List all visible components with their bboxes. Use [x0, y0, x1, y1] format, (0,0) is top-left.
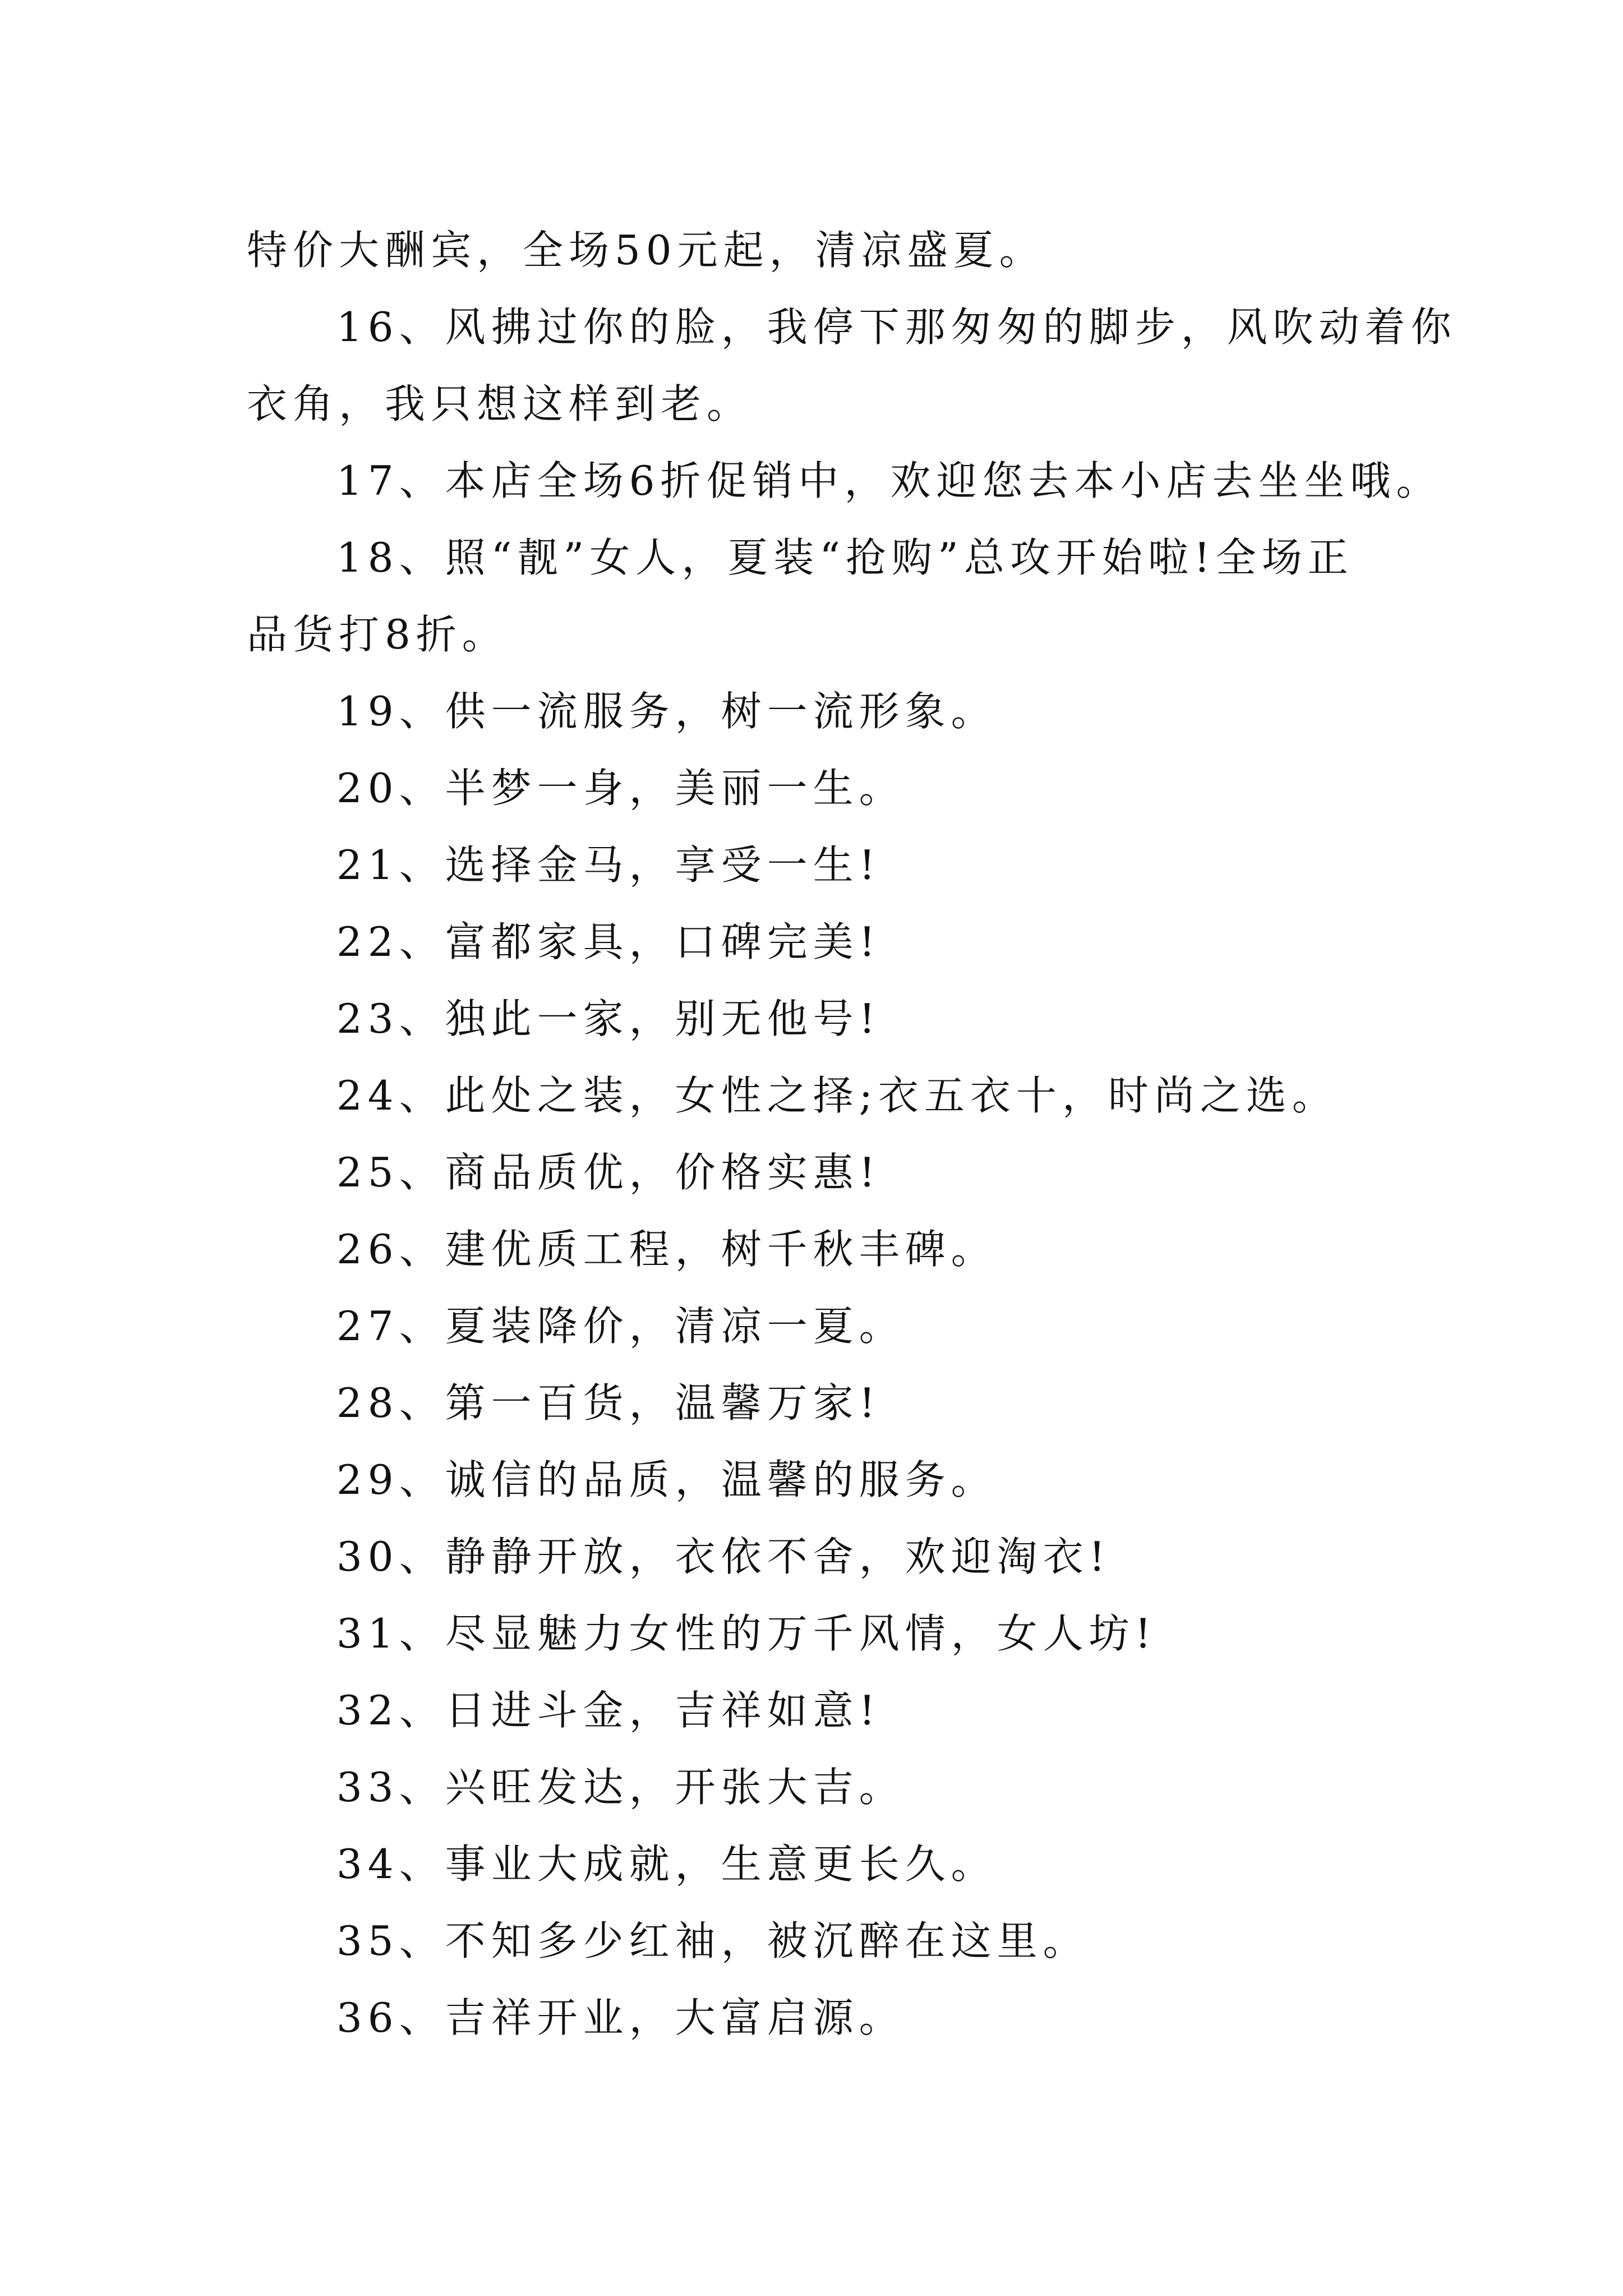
list-item: 21、选择金马，享受一生! — [336, 841, 881, 889]
list-item: 36、吉祥开业，大富启源。 — [336, 1994, 905, 2041]
list-item: 23、独此一家，别无他号! — [336, 995, 881, 1042]
text-line: 特价大酬宾，全场50元起，清凉盛夏。 — [247, 227, 1045, 274]
list-item: 31、尽显魅力女性的万千风情，女人坊! — [336, 1610, 1157, 1657]
list-item: 25、商品质优，价格实惠! — [336, 1149, 881, 1196]
list-item: 26、建优质工程，树千秋丰碑。 — [336, 1226, 997, 1273]
list-item: 20、半梦一身，美丽一生。 — [336, 765, 905, 812]
list-item: 33、兴旺发达，开张大吉。 — [336, 1764, 905, 1811]
list-item: 30、静静开放，衣依不舍，欢迎淘衣! — [336, 1533, 1111, 1580]
list-item: 17、本店全场6折促销中，欢迎您去本小店去坐坐哦。 — [336, 457, 1442, 504]
list-item: 16、风拂过你的脸，我停下那匆匆的脚步，风吹动着你 — [336, 303, 1457, 351]
document-body — [247, 212, 1457, 2056]
list-item: 32、日进斗金，吉祥如意! — [336, 1687, 881, 1734]
list-item: 29、诚信的品质，温馨的服务。 — [336, 1456, 997, 1503]
list-item: 24、此处之装，女性之择;衣五衣十，时尚之选。 — [336, 1072, 1338, 1119]
list-item: 22、富都家具，口碑完美! — [336, 918, 881, 965]
list-item: 35、不知多少红袖，被沉醉在这里。 — [336, 1917, 1089, 1964]
text-line: 衣角，我只想这样到老。 — [247, 380, 753, 427]
list-item: 18、照“靓”女人，夏装“抢购”总攻开始啦!全场正 — [336, 534, 1354, 581]
list-item: 34、事业大成就，生意更长久。 — [336, 1841, 997, 1888]
text-line: 品货打8折。 — [247, 611, 508, 658]
list-item: 27、夏装降价，清凉一夏。 — [336, 1303, 905, 1350]
list-item: 28、第一百货，温馨万家! — [336, 1379, 881, 1427]
list-item: 19、供一流服务，树一流形象。 — [336, 688, 997, 735]
